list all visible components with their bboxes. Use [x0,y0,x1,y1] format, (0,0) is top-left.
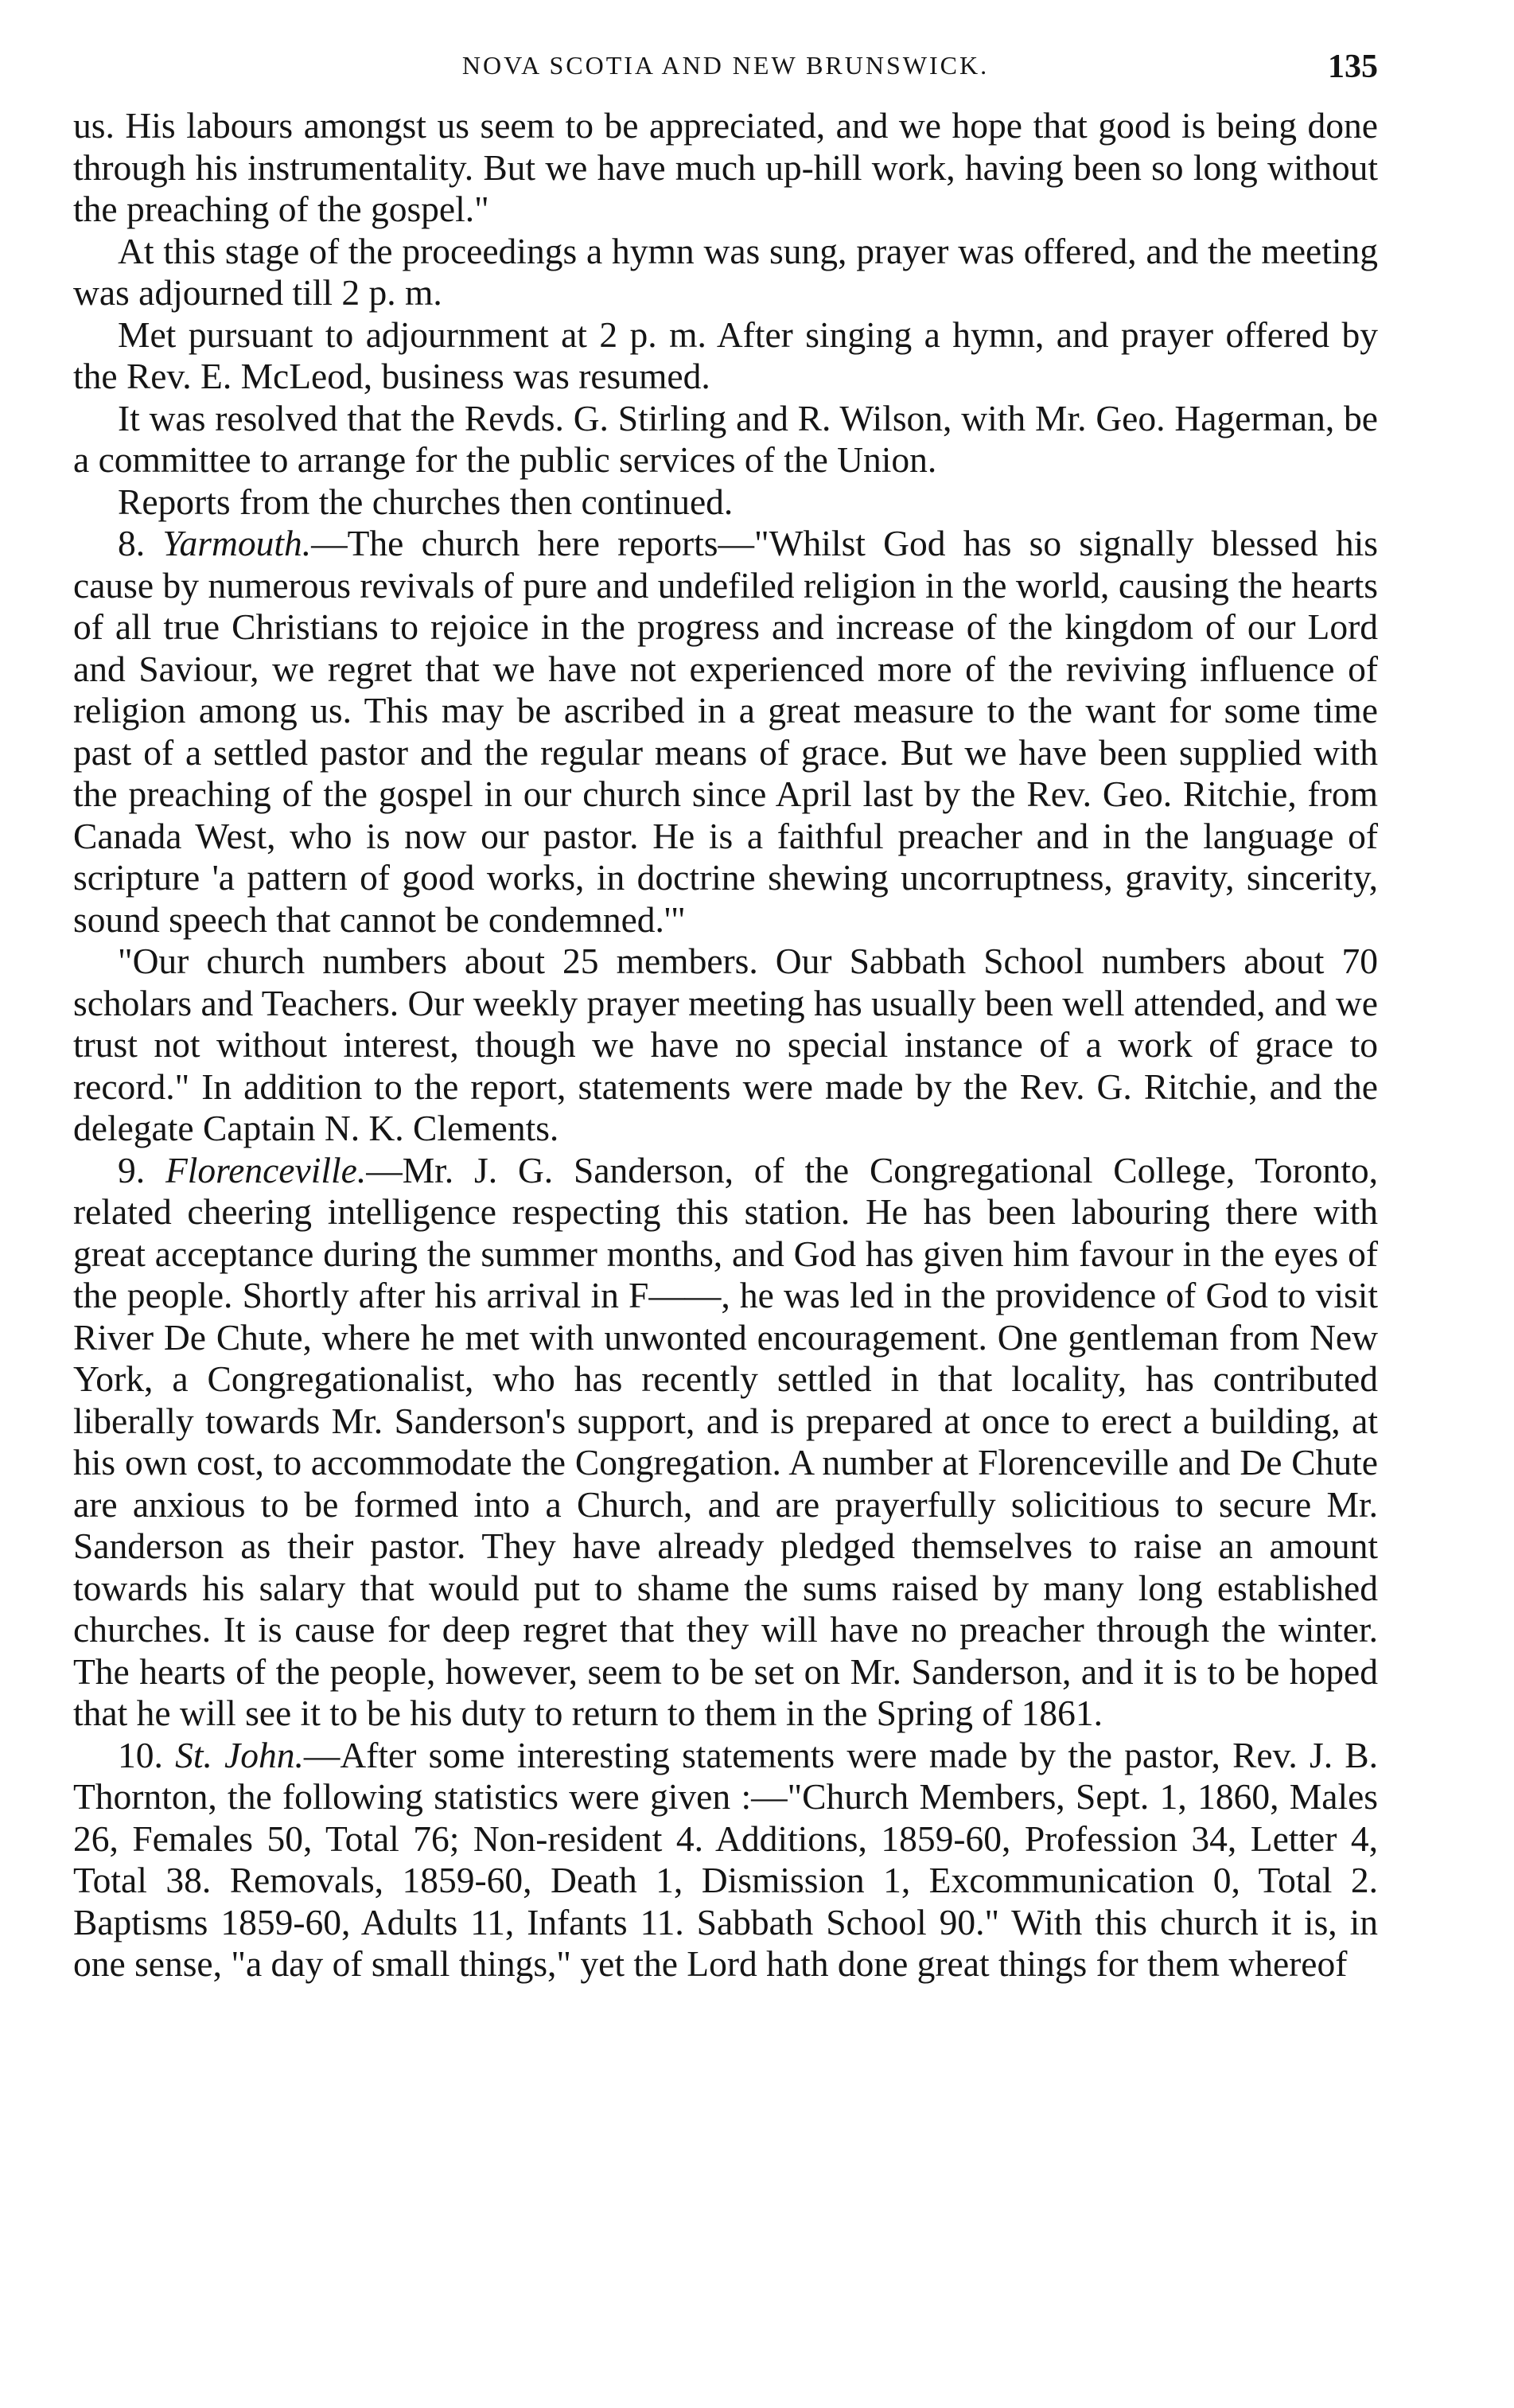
running-head [73,48,1378,94]
paragraph-text: —Mr. J. G. Sanderson, of the Congregational College, Toronto, related cheering intelligence respecting this station. He has been labouring there with great acceptance during the summer months, and God has given him favour in the eyes of the people. Shortly after his arrival in F——, he was led in the providence of God to visit River De Chute, where he met with unwonted encouragement. One gentleman from New York, a Congregationalist, who has recently settled in that locality, has contributed liberally towards Mr. Sanderson's support, and is prepared at once to erect a building, at his own cost, to accommodate the Congregation. A number at Florenceville and De Chute are anxious to be formed into a Church, and are prayerfully solicitious to secure Mr. Sanderson as their pastor. They have already pledged themselves to raise an amount towards his salary that would put to shame the sums raised by many long established churches. It is cause for deep regret that they will have no preacher through the winter. The hearts of the people, however, seem to be set on Mr. Sanderson, and it is to be hoped that he will see it to be his duty to return to them in the Spring of 1861. [73,1149,1378,1733]
paragraph-resumed [73,314,1378,398]
item-number: 9. [118,1149,165,1190]
paragraph-text: —After some interesting statements were made by the pastor, Rev. J. B. Thornton, the following statistics were given :—"Church Members, Sept. 1, 1860, Males 26, Females 50, Total 76; Non-resident 4. Additions, 1859-60, Profession 34, Letter 4, Total 38. Removals, 1859-60, Death 1, Dismission 1, Excommunication 0, Total 2. Baptisms 1859-60, Adults 11, Infants 11. Sabbath School 90." With this church it is, in one sense, "a day of small things," yet the Lord hath done great things for them whereof [73,1734,1378,1984]
item-number: 10. [118,1734,176,1775]
paragraph-text: "Our church numbers about 25 members. Our Sabbath School numbers about 70 scholars and Teachers. Our weekly prayer meeting has usually been well attended, and we trust not without interest, though we have no special instance of a work of grace to record." In addition to the report, statements were made by the Rev. G. Ritchie, and the delegate Captain N. K. Clements. [73,941,1378,1148]
paragraph-yarmouth [73,523,1378,941]
paragraph-yarmouth-stats [73,941,1378,1150]
paragraph-adjournment [73,231,1378,314]
paragraph-text: It was resolved that the Revds. G. Stirling and R. Wilson, with Mr. Geo. Hagerman, be a committee to arrange for the public services of the Union. [73,397,1378,480]
item-number: 8. [118,523,163,563]
page-number: 135 [1328,49,1378,85]
place-name: Florenceville. [165,1149,367,1190]
paragraph-text: Met pursuant to adjournment at 2 p. m. After singing a hymn, and prayer offered by the Rev. E. McLeod, business was resumed. [73,314,1378,396]
paragraph-committee [73,398,1378,481]
paragraph-continued [73,105,1378,231]
place-name: St. John. [175,1734,304,1775]
paragraph-text: —The church here reports—"Whilst God has so signally blessed his cause by numerous revivals of pure and undefiled religion in the world, causing the hearts of all true Christians to rejoice in the progress and increase of the kingdom of our Lord and Saviour, we regret that we have not experienced more of the reviving influence of religion among us. This may be ascribed in a great measure to the want for some time past of a settled pastor and the regular means of grace. But we have been supplied with the preaching of the gospel in our church since April last by the Rev. Geo. Ritchie, from Canada West, who is now our pastor. He is a faithful preacher and in the language of scripture 'a pattern of good works, in doctrine shewing uncorruptness, gravity, sincerity, sound speech that cannot be condemned.'" [73,523,1378,940]
paragraph-florenceville [73,1150,1378,1735]
paragraph-text: Reports from the churches then continued. [118,481,734,522]
place-name: Yarmouth. [162,523,312,563]
paragraph-text: us. His labours amongst us seem to be appreciated, and we hope that good is being done through his instrumentality. But we have much up-hill work, having been so long without the preaching of the gospel." [73,105,1378,229]
paragraph-st-john [73,1735,1378,1985]
book-page [73,48,1378,1985]
paragraph-text: At this stage of the proceedings a hymn was sung, prayer was offered, and the meeting was adjourned till 2 p. m. [73,230,1378,313]
running-title: NOVA SCOTIA AND NEW BRUNSWICK. [461,51,990,80]
paragraph-reports [73,481,1378,524]
